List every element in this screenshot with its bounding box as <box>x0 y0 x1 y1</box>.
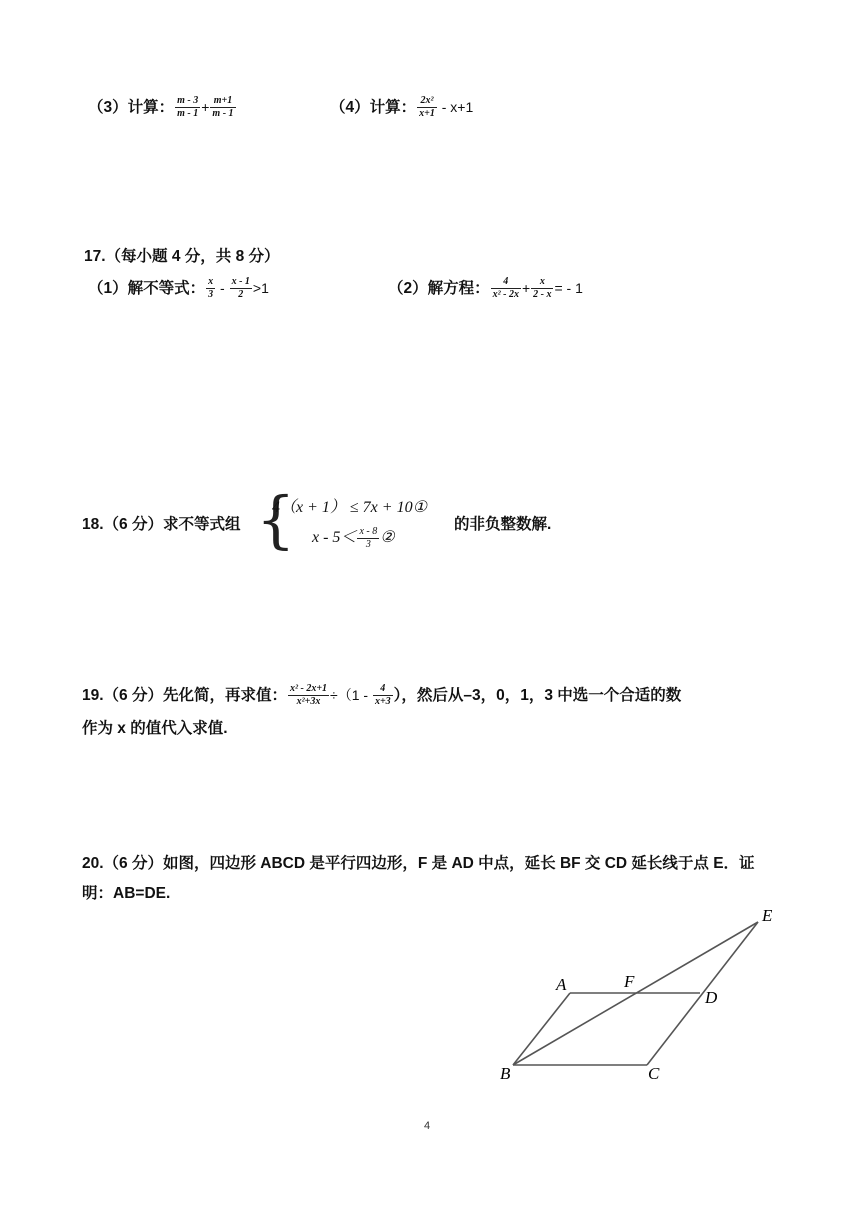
fraction: $\frac{x}{2 - x}$ <box>533 276 552 301</box>
fraction: $\frac{x - 1}{2}$ <box>231 276 250 301</box>
question-19-line1: 19.（6 分）先化简，再求值： $\frac{\text{x² - 2x+1}}{\text{x²+3x}}$ ÷（1 - $\frac{4}{x+3}$ ），然后从–3，0，1，3 中选一个合适的数 <box>82 683 682 708</box>
fraction: $\frac{\text{x² - 2x+1}}{\text{x²+3x}}$ <box>289 683 328 708</box>
problem-4: （4）计算： $\frac{\text{2x²}}{x+1}$ - x+1 <box>330 95 474 120</box>
fraction: $\frac{4}{x+3}$ <box>374 683 391 708</box>
label-a: A <box>556 975 567 994</box>
label-d: D <box>705 988 718 1007</box>
parallelogram-figure <box>490 895 790 1090</box>
problem-3: （3）计算： $\frac{m - 3}{m - 1}$ + $\frac{m+1}{m - 1}$ <box>88 95 234 120</box>
question-18-prefix: 18.（6 分）求不等式组 <box>82 516 241 533</box>
label-b: B <box>500 1064 511 1083</box>
segment-ba <box>513 993 570 1065</box>
question-17-title: 17.（每小题 4 分，共 8 分） <box>84 248 280 265</box>
inequality-1: 4（x + 1） ≤ 7x + 10① <box>272 499 427 516</box>
label-f: F <box>624 972 635 991</box>
fraction: $\frac{\text{2x²}}{x+1}$ <box>419 95 435 120</box>
fraction: $\frac{m+1}{m - 1}$ <box>212 95 234 120</box>
fraction: $\frac{x - 8}{3}$ <box>359 525 378 550</box>
fraction: $\frac{m - 3}{m - 1}$ <box>177 95 199 120</box>
brace: { <box>256 483 296 556</box>
label-e: E <box>762 906 773 925</box>
fraction: $\frac{4}{\text{x² - 2x}}$ <box>492 276 519 301</box>
question-17-1: （1）解不等式： $\frac{x}{3}$ - $\frac{x - 1}{2}$ >1 <box>88 276 269 301</box>
question-19-line2: 作为 x 的值代入求值. <box>82 720 228 737</box>
segment-be <box>513 922 758 1065</box>
page-number: 4 <box>424 1120 431 1132</box>
question-20-line2: 明：AB=DE. <box>82 885 171 902</box>
question-18-suffix: 的非负整数解. <box>454 516 552 533</box>
label-c: C <box>648 1064 660 1083</box>
question-17-2: （2）解方程： $\frac{4}{\text{x² - 2x}}$ + $\frac{x}{2 - x}$ = - 1 <box>388 276 583 301</box>
fraction: $\frac{x}{3}$ <box>208 276 214 301</box>
question-20-line1: 20.（6 分）如图，四边形 ABCD 是平行四边形，F 是 AD 中点，延长 BF 交 CD 延长线于点 E．证 <box>82 855 755 872</box>
inequality-2: x - 5＜ $\frac{x - 8}{3}$ ② <box>312 525 395 550</box>
